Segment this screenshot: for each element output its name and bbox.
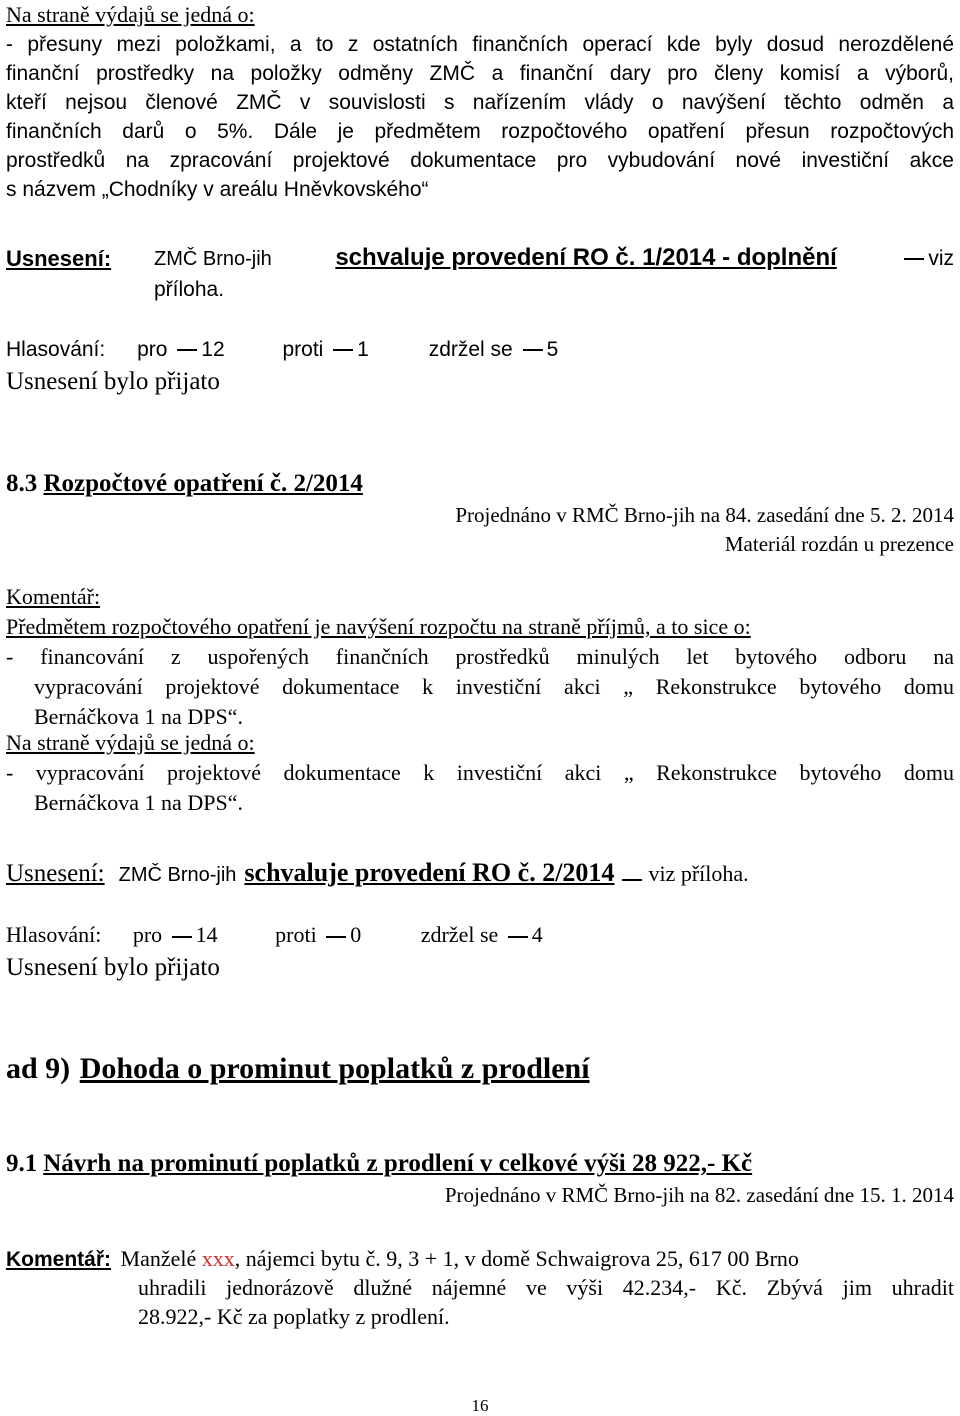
resolution-bold: schvaluje provedení RO č. 2/2014 [244,858,615,887]
vote-proti: proti [282,338,324,361]
resolution-label: Usnesení: [6,246,112,271]
resolution-body: ZMČ Brno-jih [118,864,237,886]
comment-label: Komentář: [6,1248,112,1271]
vote-proti-n: 1 [357,338,369,361]
dash-icon [508,936,528,938]
paragraph-line: prostředků na zpracování projektové dokumentace pro vybudování nové investiční akce [6,149,954,172]
sub-number: 9.1 [6,1150,38,1177]
resolution-bold: schvaluje provedení RO č. 1/2014 - doplnění [335,244,837,271]
paragraph-line: s názvem „Chodníky v areálu Hněvkovského“ [6,178,429,201]
section-heading [6,470,363,498]
paragraph-line: - přesuny mezi položkami, a to z ostatních finančních operací kde byly dosud nerozdělené [6,33,954,56]
comment-label: Komentář: [6,584,101,609]
vote-row [6,338,558,362]
dash-icon [172,936,192,938]
dash-icon [333,349,353,351]
vote-pro-n: 14 [195,922,218,947]
vote-label: Hlasování: [6,338,106,361]
vote-pro: pro [137,338,168,361]
vote-zdrzel-n: 5 [546,338,559,361]
resolution-viz: viz [928,247,954,270]
vote-pro: pro [132,922,163,947]
vote-label: Hlasování: [6,922,102,947]
dash-icon [177,349,197,351]
discussed-note: Projednáno v RMČ Brno-jih na 84. zasedání dne 5. 2. 2014 [455,503,954,527]
resolution-tail: viz příloha. [648,861,749,886]
comment-line-1 [6,1246,799,1272]
vote-proti: proti [275,922,317,947]
dash-icon [523,349,543,351]
resolution-label: Usnesení: [6,860,105,887]
paragraph-line: - vypracování projektové dokumentace k investiční akci „ Rekonstrukce bytového domu [6,760,954,785]
comment-line-3: 28.922,- Kč za poplatky z prodlení. [138,1304,450,1329]
paragraph-line: kteří nejsou členové ZMČ v souvislosti s nařízením vlády o navýšení těchto odměn a [6,91,954,114]
discussed-note: Projednáno v RMČ Brno-jih na 82. zasedání dne 15. 1. 2014 [444,1183,954,1207]
paragraph-line: finanční prostředky na položky odměny ZMČ a finanční dary pro členy komisí a výborů, [6,62,954,85]
sub-heading [6,1150,752,1178]
vote-pro-n: 12 [201,338,225,361]
comment-rest: , nájemci bytu č. 9, 3 + 1, v domě Schwaigrova 25, 617 00 Brno [234,1246,799,1271]
dash-icon [326,936,346,938]
resolution-line-2: příloha. [154,278,225,301]
paragraph-line: finančních darů o 5%. Dále je předmětem rozpočtového opatření přesun rozpočtových [6,120,954,143]
redacted-name: xxx [201,1246,235,1271]
vote-zdrzel: zdržel se [428,338,513,361]
agenda-heading [6,1052,590,1086]
vote-zdrzel: zdržel se [420,922,499,947]
resolution-body: ZMČ Brno-jih [154,248,272,270]
material-note: Materiál rozdán u prezence [724,532,954,556]
income-heading: Předmětem rozpočtového opatření je navýšení rozpočtu na straně příjmů, a to sice o: [6,614,751,639]
dash-icon [622,879,642,881]
agenda-prefix: ad 9) [6,1052,71,1085]
paragraph-line: - financování z uspořených finančních prostředků minulých let bytového odboru na [6,644,954,669]
spend-heading: Na straně výdajů se jedná o: [6,2,255,27]
accepted-text: Usnesení bylo přijato [6,368,220,395]
resolution-line [154,244,954,272]
agenda-title: Dohoda o prominut poplatků z prodlení [79,1052,590,1085]
comment-pre: Manželé [120,1246,197,1271]
spend-heading-2: Na straně výdajů se jedná o: [6,730,255,755]
income-paragraph [6,642,954,732]
section-number: 8.3 [6,470,38,497]
paragraph-line: Bernáčkova 1 na DPS“. [34,790,243,815]
comment-line-2: uhradili jednorázově dlužné nájemné ve výši 42.234,- Kč. Zbývá jim uhradit [138,1275,954,1300]
first-paragraph [6,30,954,204]
vote-zdrzel-n: 4 [531,922,543,947]
page-number: 16 [471,1396,489,1415]
vote-proti-n: 0 [350,922,362,947]
resolution-line-2014 [6,858,749,888]
section-title: Rozpočtové opatření č. 2/2014 [43,470,363,497]
sub-title: Návrh na prominutí poplatků z prodlení v celkové výši 28 922,- Kč [43,1150,753,1177]
paragraph-line: vypracování projektové dokumentace k investiční akci „ Rekonstrukce bytového domu [34,674,954,699]
paragraph-line: Bernáčkova 1 na DPS“. [34,704,243,729]
vote-row-2 [6,922,543,948]
spend-paragraph [6,758,954,818]
accepted-text: Usnesení bylo přijato [6,954,220,981]
dash-icon [904,258,924,260]
